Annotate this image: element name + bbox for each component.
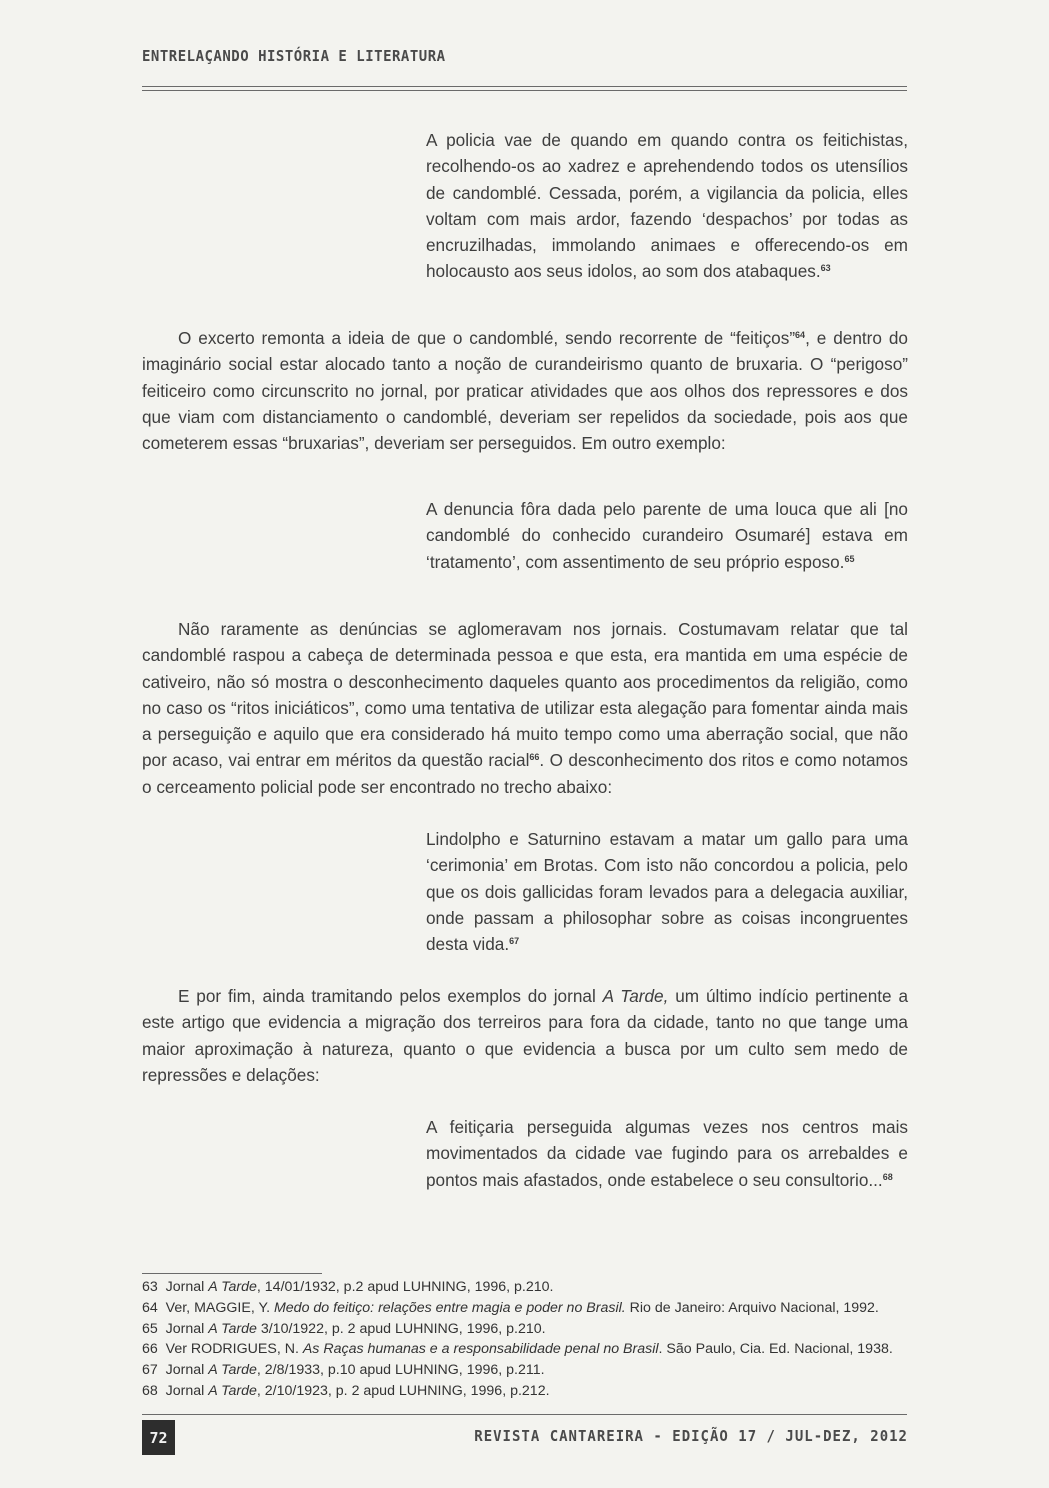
footnote-item bbox=[142, 1298, 922, 1319]
footnote-ref: 67 bbox=[509, 936, 520, 947]
footnote-text: Jornal bbox=[165, 1320, 209, 1337]
paragraph-3 bbox=[142, 983, 908, 1088]
footnote-text: Ver, MAGGIE, Y. bbox=[165, 1299, 274, 1316]
footnote-item bbox=[142, 1277, 922, 1298]
footnote-item bbox=[142, 1381, 922, 1402]
footnote-text: Rio de Janeiro: Arquivo Nacional, 1992. bbox=[625, 1299, 879, 1316]
paragraph-text: . O desconhecimento dos ritos e como notamos o cerceamento policial pode ser encontrado no trecho abaixo: bbox=[142, 750, 908, 797]
paragraph-text: , e dentro do imaginário social estar alocado tanto a noção de curandeirismo quanto de bruxaria. O “perigoso” feiticeiro como circunscrito no jornal, por praticar atividades que aos olhos dos repressores e dos que viam com distanciamento o candomblé, deveriam ser repelidos da sociedade, pois aos que cometerem essas “bruxarias”, deveriam ser perseguidos. Em outro exemplo: bbox=[142, 328, 908, 454]
footnote-italic: A Tarde bbox=[208, 1382, 257, 1399]
footnote-ref: 66 bbox=[529, 752, 540, 763]
footnote-text: , 2/10/1923, p. 2 apud LUHNING, 1996, p.212. bbox=[256, 1382, 550, 1399]
footnote-separator bbox=[142, 1273, 322, 1274]
paragraph-text: O excerto remonta a ideia de que o candomblé, sendo recorrente de “feitiços” bbox=[178, 328, 796, 348]
footnote-text: . São Paulo, Cia. Ed. Nacional, 1938. bbox=[658, 1341, 893, 1358]
footnote-ref: 63 bbox=[820, 263, 831, 274]
footnote-text: Jornal bbox=[165, 1382, 209, 1399]
paragraph-text: um último indício pertinente a este artigo que evidencia a migração dos terreiros para fora da cidade, tanto no que tange uma maior aproximação à natureza, quanto o que evidencia a busca por um culto sem medo de repressões e delações: bbox=[142, 986, 909, 1085]
newspaper-title: A Tarde, bbox=[602, 986, 669, 1006]
page-number: 72 bbox=[142, 1420, 175, 1455]
footnote-item bbox=[142, 1319, 922, 1340]
footnote-number: 64 bbox=[142, 1299, 158, 1316]
block-quote-3 bbox=[426, 826, 908, 957]
footnote-text: 3/10/1922, p. 2 apud LUHNING, 1996, p.210. bbox=[256, 1320, 546, 1337]
footnote-ref: 65 bbox=[844, 553, 855, 564]
quote-text: A policia vae de quando em quando contra os feitichistas, recolhendo-os ao xadrez e aprehendendo todos os utensílios de candomblé. Cessada, porém, a vigilancia da policia, elles voltam com mais ardor, fazendo ‘despachos’ por todas as encruzilhadas, immolando animaes e offerecendo-os em holocausto aos seus idolos, ao som dos atabaques. bbox=[426, 130, 908, 282]
footnote-italic: As Raças humanas e a responsabilidade penal no Brasil bbox=[302, 1341, 659, 1358]
quote-text: A denuncia fôra dada pelo parente de uma louca que ali [no candomblé do conhecido curandeiro Osumaré] estava em ‘tratamento’, com assentimento de seu próprio esposo. bbox=[426, 499, 908, 572]
footnote-text: , 2/8/1933, p.10 apud LUHNING, 1996, p.211. bbox=[256, 1362, 545, 1379]
footnote-italic: A Tarde bbox=[208, 1362, 257, 1379]
footnote-text: Jornal bbox=[165, 1362, 209, 1379]
footnote-italic: A Tarde bbox=[208, 1279, 257, 1295]
running-head-title: ENTRELAÇANDO HISTÓRIA E LITERATURA bbox=[142, 48, 446, 66]
footnote-text: , 14/01/1932, p.2 apud LUHNING, 1996, p.210. bbox=[256, 1279, 554, 1295]
block-quote-2 bbox=[426, 496, 908, 575]
header-rule-top bbox=[142, 86, 907, 87]
quote-text: A feitiçaria perseguida algumas vezes nos centros mais movimentados da cidade vae fugindo para os arrebaldes e pontos mais afastados, onde estabelece o seu consultorio... bbox=[426, 1117, 908, 1190]
footnote-number: 65 bbox=[142, 1320, 158, 1337]
paragraph-text: E por fim, ainda tramitando pelos exemplos do jornal bbox=[178, 986, 603, 1006]
quote-text: Lindolpho e Saturnino estavam a matar um gallo para uma ‘cerimonia’ em Brotas. Com isto não concordou a policia, pelo que os dois gallicidas foram levados para a delegacia auxiliar, onde passam a philosophar sobre as coisas incongruentes desta vida. bbox=[426, 829, 908, 955]
footnotes bbox=[142, 1277, 922, 1402]
footnote-number: 67 bbox=[142, 1362, 158, 1379]
paragraph-text: Não raramente as denúncias se aglomeravam nos jornais. Costumavam relatar que tal candomblé raspou a cabeça de determinada pessoa e que esta, era mantida em uma espécie de cativeiro, não só mostra o desconhecimento daqueles quanto aos procedimentos da religião, como no caso os “ritos iniciáticos”, como uma tentativa de utilizar esta alegação para fomentar ainda mais a perseguição e aquilo que era considerado há muito tempo como uma aberração social, que não por acaso, vai entrar em méritos da questão racial bbox=[142, 619, 908, 771]
footnote-number: 66 bbox=[142, 1341, 158, 1358]
paragraph-2 bbox=[142, 616, 908, 800]
footnote-number: 68 bbox=[142, 1382, 158, 1399]
block-quote-1 bbox=[426, 127, 908, 285]
footnote-item bbox=[142, 1360, 922, 1381]
footnote-number: 63 bbox=[142, 1279, 158, 1295]
footnote-italic: Medo do feitiço: relações entre magia e poder no Brasil. bbox=[273, 1299, 626, 1316]
footnote-italic: A Tarde bbox=[208, 1320, 257, 1337]
footnote-text: Ver RODRIGUES, N. bbox=[165, 1341, 303, 1358]
header-rule-bottom bbox=[142, 90, 907, 91]
footnote-text: Jornal bbox=[165, 1279, 209, 1295]
footnote-item bbox=[142, 1339, 922, 1360]
footer-rule bbox=[142, 1414, 907, 1415]
footnote-ref: 64 bbox=[795, 330, 806, 340]
footer-journal-title: REVISTA CANTAREIRA - EDIÇÃO 17 / JUL-DEZ, 2012 bbox=[474, 1428, 908, 1446]
footnote-ref: 68 bbox=[882, 1171, 893, 1182]
block-quote-4 bbox=[426, 1114, 908, 1193]
paragraph-1 bbox=[142, 325, 908, 456]
